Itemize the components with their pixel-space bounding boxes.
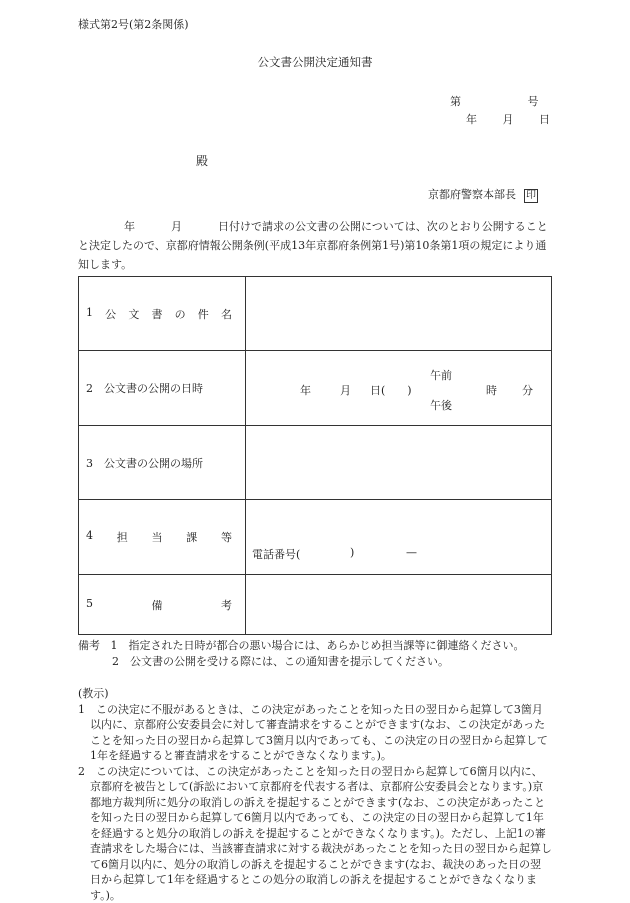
instruction-item: 2 この決定については、この決定があったことを知った日の翌日から起算して6箇月以内に、京都府を被告として(訴訟において京都府を代表する者は、京都府公安委員会となります。)京都地方裁判所に処分の取消しの訴えを提起することができます(なお、この決定があったことを知った日の翌日から起算して6箇月以内であっても、この決定の日の翌日から起算して1年を経過すると処分の取消しの訴えを提起することができなくなります。)。ただし、上記1の審査請求をした場合には、当該審査請求に対する裁決があったことを知った日の翌日から起算して6箇月以内に、処分の取消しの訴えを提起することができます(なお、裁決のあった日の翌日から起算して1年を経過するとこの処分の取消しの訴えを提起することができなくなります。)。 xyxy=(78,764,552,902)
pm-label: 午後 xyxy=(430,399,452,412)
table-row xyxy=(79,500,552,575)
table-row xyxy=(79,277,552,351)
document-name-value[interactable] xyxy=(246,277,552,351)
document-title: 公文書公開決定通知書 xyxy=(257,55,373,69)
remarks-value[interactable] xyxy=(246,575,552,635)
document-number-line xyxy=(450,93,539,109)
intro-text: 日付けで請求の公文書の公開については、次のとおり公開することと決定したので、京都府情報公開条例(平成13年京都府条例第1号)第10条第1項の規定により通知します。 xyxy=(78,220,548,271)
row-label-document-name: 1 公 文 書 の 件 名 xyxy=(79,277,246,351)
disclosure-table xyxy=(78,276,552,635)
instruction-item: 1 この決定に不服があるときは、この決定があったことを知った日の翌日から起算して3箇月以内に、京都府公安委員会に対して審査請求をすることができます(なお、この決定があったことを知った日の翌日から起算して3箇月以内であっても、この決定の日の翌日から起算して1年を経過すると審査請求をすることができなくなります。)。 xyxy=(78,702,548,762)
instruction-heading: (教示) xyxy=(78,687,109,700)
instruction-section xyxy=(78,686,552,903)
row-label-remarks: 5 備 考 xyxy=(79,575,246,635)
row-label-datetime: 2 公文書の公開の日時 xyxy=(79,351,246,426)
row-label-place: 3 公文書の公開の場所 xyxy=(79,426,246,500)
table-row xyxy=(79,575,552,635)
intro-paragraph xyxy=(78,217,548,274)
place-value[interactable] xyxy=(246,426,552,500)
seal-mark: 印 xyxy=(526,190,536,201)
number-prefix: 第 xyxy=(450,95,461,108)
date-day: 日 xyxy=(539,113,550,126)
phone-label: 電話番号( xyxy=(252,548,301,561)
form-number: 様式第2号(第2条関係) xyxy=(78,18,189,31)
row-label-department: 4 担 当 課 等 xyxy=(79,500,246,575)
intro-year: 年 xyxy=(124,220,135,233)
issuer-name: 京都府警察本部長 xyxy=(428,188,516,201)
number-suffix: 号 xyxy=(527,95,539,108)
remarks-label: 備考 xyxy=(78,639,100,652)
date-month: 月 xyxy=(502,113,514,126)
am-label: 午前 xyxy=(430,369,452,382)
addressee: 殿 xyxy=(196,154,209,168)
datetime-value[interactable]: 年 月 日( ) 午前 午後 時 分 xyxy=(246,351,552,426)
document-date-line xyxy=(466,111,550,127)
remarks-notes: 備考 1 指定された日時が都合の悪い場合には、あらかじめ担当課等に御連絡ください。 2 公文書の公開を受ける際には、この通知書を提示してください。 xyxy=(78,639,525,668)
department-value[interactable]: 電話番号( ) — xyxy=(246,500,552,575)
table-row xyxy=(79,426,552,500)
date-year: 年 xyxy=(466,113,477,126)
table-row xyxy=(79,351,552,426)
intro-month: 月 xyxy=(171,220,182,233)
issuer-block xyxy=(428,186,538,203)
